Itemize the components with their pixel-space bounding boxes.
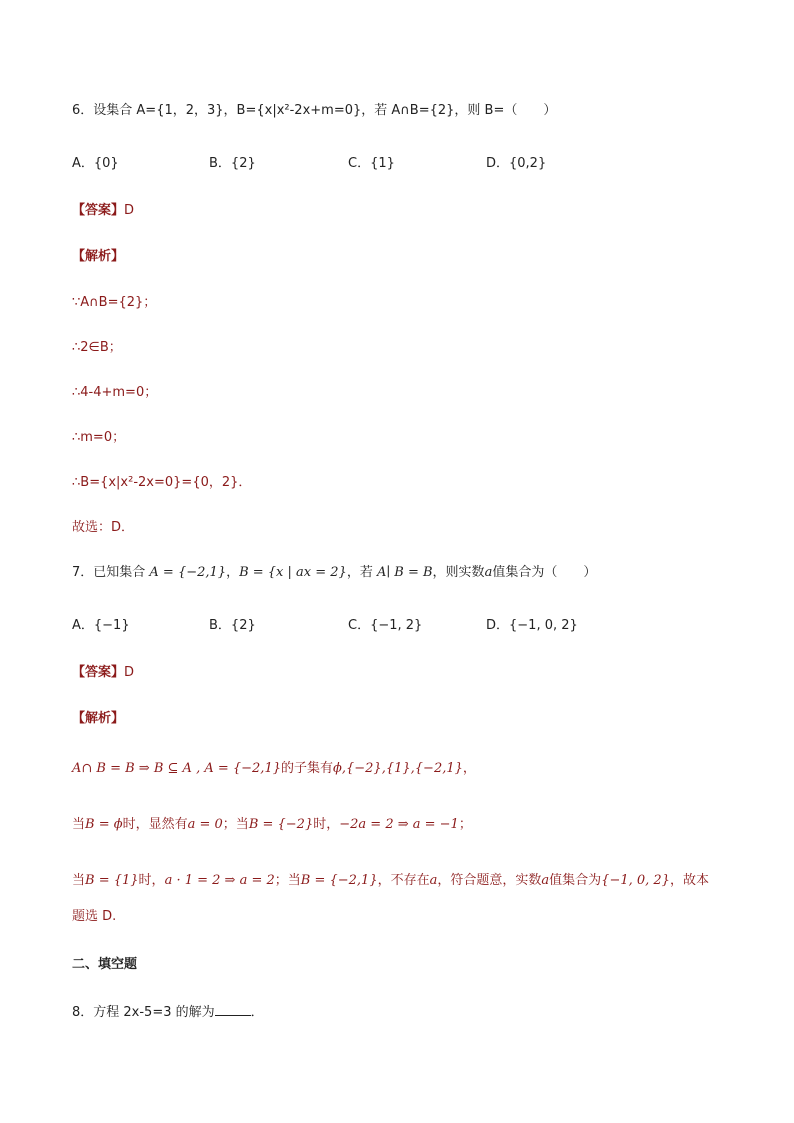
q7-sol2-a: 当: [72, 817, 86, 832]
q6-option-d: D．{0,2}: [486, 156, 547, 171]
q6-step-2: ∴2∈B；: [72, 340, 122, 355]
q7-sol1-end: ，: [462, 761, 476, 776]
q7-stem-suffix: 值集合为（ ）: [492, 565, 597, 580]
q7-option-c: C．{−1, 2}: [348, 618, 423, 633]
q7-sol2-f: B = {−2}: [248, 817, 314, 832]
q6-stem: 6．设集合 A={1，2，3}，B={x|x²-2x+m=0}，若 A∩B={2}，则 B=（ ）: [72, 103, 557, 118]
q7-set-b: B = {x | ax = 2}: [239, 565, 347, 580]
q7-sep: ，: [226, 565, 240, 580]
q6-step-4: ∴m=0；: [72, 430, 126, 445]
q7-sol1-math: A∩ B = B ⇒ B ⊆ A , A = {−2,1}: [72, 761, 281, 776]
q7-analysis-label: 【解析】: [72, 711, 125, 726]
q7-sol3-h: a: [429, 873, 438, 888]
q6-answer: [72, 202, 134, 220]
q7-sol3-j: a: [541, 873, 550, 888]
q7-var-a: a: [484, 565, 493, 580]
q7-condition: A∣ B = B: [376, 565, 433, 580]
q7-set-a: A = {−2,1}: [149, 565, 227, 580]
q7-answer-label: 【答案】: [72, 665, 125, 680]
q7-sol1-text: 的子集有: [280, 761, 333, 776]
q7-sol2-h: −2a = 2 ⇒ a = −1: [339, 817, 459, 832]
q7-sol3-k: 值集合为: [549, 873, 602, 888]
q7-sol2-b: B = ϕ: [85, 817, 123, 832]
q6-answer-value: D: [124, 203, 135, 218]
q7-sol2-g: 时，: [313, 817, 340, 832]
q7-stem-mid: ，若: [346, 565, 377, 580]
q7-option-d: D．{−1, 0, 2}: [486, 618, 578, 633]
q7-solution-line-3: [72, 872, 709, 890]
q6-option-c: C．{1}: [348, 156, 395, 171]
q7-sol2-d: a = 0: [187, 817, 223, 832]
q6-option-a: A．{0}: [72, 156, 119, 171]
q8-stem: [72, 1003, 264, 1022]
q7-sol3-d: a · 1 = 2 ⇒ a = 2: [164, 873, 275, 888]
q7-sol3-m: ，故本: [669, 873, 709, 888]
q6-answer-label: 【答案】: [72, 203, 125, 218]
q7-stem-mid2: ，则实数: [432, 565, 485, 580]
q7-sol1-math2: ϕ,{−2},{1},{−2,1}: [333, 761, 463, 776]
q7-sol3-i: ，符合题意，实数: [437, 873, 542, 888]
q6-step-5: ∴B={x|x²-2x=0}={0，2}．: [72, 475, 252, 490]
q6-analysis-label: 【解析】: [72, 249, 125, 264]
q7-sol2-i: ；: [458, 817, 472, 832]
q6-option-b: B．{2}: [209, 156, 256, 171]
q7-answer-value: D: [124, 665, 135, 680]
q7-solution-line-2: [72, 816, 472, 834]
q8-stem-suffix: ．: [250, 1005, 264, 1020]
q8-answer-blank[interactable]: [215, 1003, 251, 1016]
q7-sol2-e: ；当: [222, 817, 249, 832]
q7-option-a: A．{−1}: [72, 618, 130, 633]
q6-step-3: ∴4-4+m=0；: [72, 385, 158, 400]
q7-sol3-c: 时，: [138, 873, 165, 888]
q7-answer: [72, 664, 134, 682]
q6-step-1: ∵A∩B={2}；: [72, 295, 157, 310]
q7-sol3-a: 当: [72, 873, 86, 888]
q7-sol3-g: ，不存在: [377, 873, 430, 888]
q7-sol3-e: ；当: [274, 873, 301, 888]
q7-sol3-l: {−1, 0, 2}: [601, 873, 670, 888]
q6-options: [72, 152, 712, 170]
q8-stem-prefix: 8．方程 2x-5=3 的解为: [72, 1005, 215, 1020]
q7-options: [72, 614, 712, 632]
q7-solution-line-1: [72, 760, 476, 778]
q7-sol2-c: 时，显然有: [122, 817, 188, 832]
q7-stem-prefix: 7．已知集合: [72, 565, 150, 580]
q6-step-6: 故选：D．: [72, 520, 135, 535]
q7-sol3-f: B = {−2,1}: [300, 873, 378, 888]
q7-solution-line-4: 题选 D.: [72, 909, 117, 924]
q7-sol3-b: B = {1}: [85, 873, 139, 888]
section-title-fill-in: 二、填空题: [72, 957, 138, 972]
q7-stem: [72, 564, 596, 582]
q7-option-b: B．{2}: [209, 618, 256, 633]
